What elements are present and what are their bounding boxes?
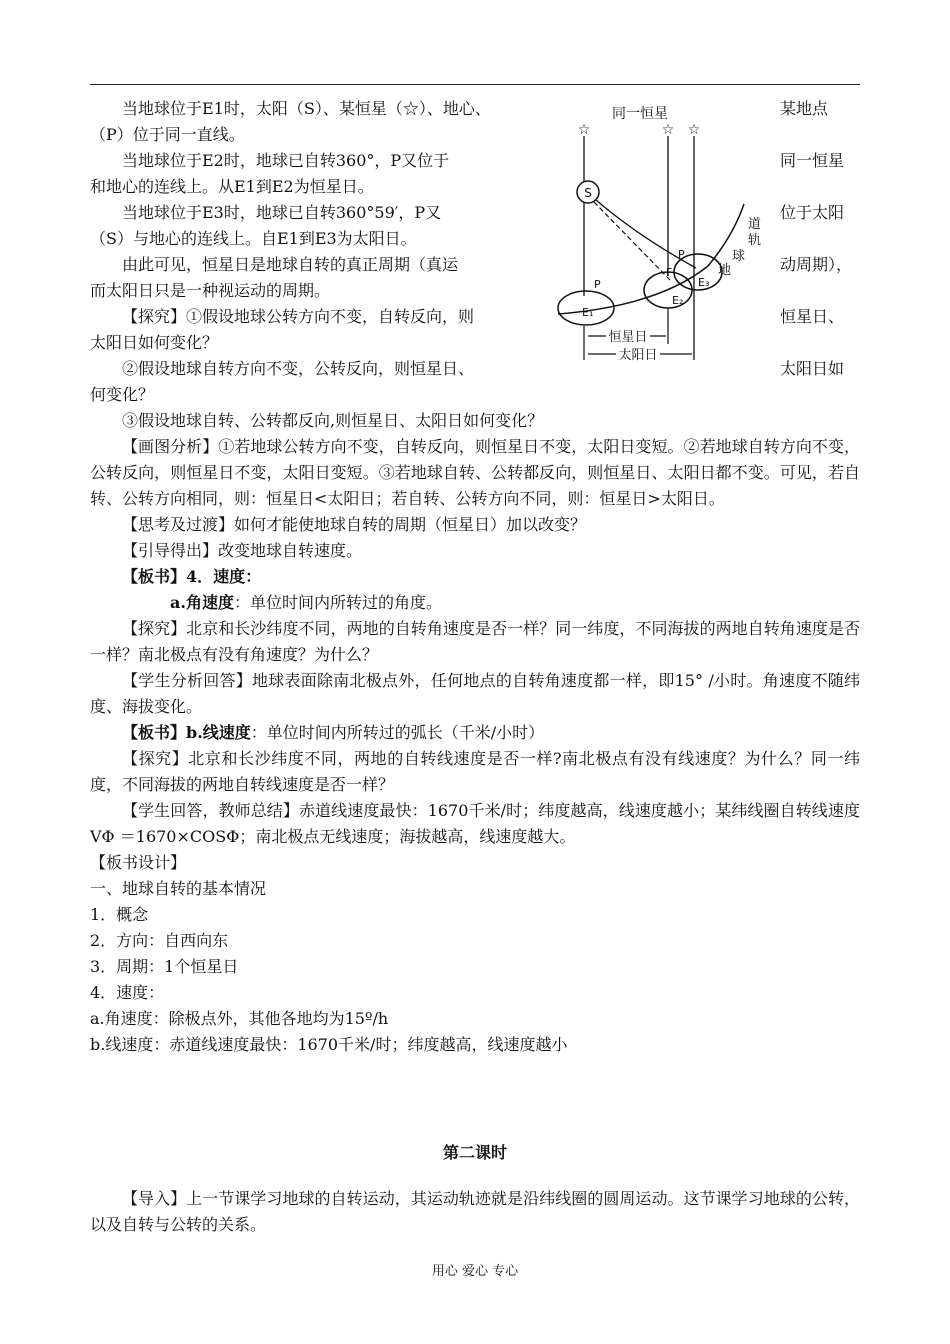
angular-speed-label: a.角速度	[170, 593, 234, 612]
p-label: P	[594, 278, 601, 291]
answer-angular: 【学生分析回答】地球表面除南北极点外，任何地点的自转角速度都一样，即15° /小时。角速度不随纬度、海拔变化。	[90, 671, 860, 716]
text-left: 何变化？	[90, 385, 155, 404]
linear-speed-text: ：单位时间内所转过的弧长（千米/小时）	[250, 723, 545, 742]
question-3: ③假设地球自转、公转都反向,则恒星日、太阳日如何变化？	[122, 411, 544, 430]
sidereal-solar-day-diagram	[548, 96, 788, 366]
text-left: 【探究】①假设地球公转方向不变，自转反向，则	[122, 307, 475, 326]
solar-day-label: 太阳日	[618, 348, 658, 363]
e1-label: E₁	[582, 306, 594, 319]
explore-linear: 【探究】北京和长沙纬度不同，两地的自转线速度是否一样?南北极点有没有线速度？为什么？同一纬度，不同海拔的两地自转线速度是否一样？	[90, 749, 860, 794]
text-left: （S）与地心的连线上。自E1到E3为太阳日。	[90, 229, 417, 248]
text-left: 当地球位于E2时，地球已自转360°，P又位于	[122, 151, 450, 170]
design-item: a.角速度：除极点外，其他各地均为15º/h	[90, 1009, 389, 1028]
star-icon: ☆	[577, 122, 591, 138]
design-item: 1．概念	[90, 905, 149, 924]
text-left: 太阳日如何变化？	[90, 333, 219, 352]
text-right: 太阳日如	[780, 359, 845, 378]
e3-label: E₃	[698, 276, 710, 289]
linear-speed-label: 【板书】b.线速度	[122, 723, 251, 742]
design-item: 3．周期：1个恒星日	[90, 957, 239, 976]
text-line	[90, 382, 860, 408]
text-left: （P）位于同一直线。	[90, 125, 245, 144]
header-rule	[90, 84, 860, 85]
text-left: 当地球位于E1时，太阳（S）、某恒星（☆）、地心、	[122, 99, 491, 118]
e2-label: E₂	[672, 294, 684, 307]
board-speed-heading: 【板书】4．速度：	[122, 567, 262, 586]
think-transition: 【思考及过渡】如何才能使地球自转的周期（恒星日）加以改变？	[122, 515, 587, 534]
design-item: 一、地球自转的基本情况	[90, 879, 267, 898]
orbit-label-1: 道	[748, 217, 762, 232]
angular-speed-text: ：单位时间内所转过的角度。	[233, 593, 442, 612]
orbit-label-2: 轨	[748, 233, 762, 248]
same-star-label: 同一恒星	[612, 106, 668, 122]
angular-speed-def	[90, 590, 860, 616]
text-right: 动周期），	[780, 255, 853, 274]
text-right: 某地点	[780, 99, 829, 118]
p-label: P	[678, 248, 685, 261]
design-item: b.线速度：赤道线速度最快：1670千米/时；纬度越高，线速度越小	[90, 1035, 568, 1054]
orbit-label-4: 地	[718, 263, 732, 278]
text-right: 恒星日、	[780, 307, 845, 326]
sidereal-day-label: 恒星日	[608, 330, 648, 345]
orbit-curve	[558, 204, 744, 314]
lesson2-intro: 【导入】上一节课学习地球的自转运动，其运动轨迹就是沿纬线圈的圆周运动。这节课学习地球的公转，以及自转与公转的关系。	[90, 1189, 860, 1234]
explore-angular: 【探究】北京和长沙纬度不同，两地的自转角速度是否一样？同一纬度，不同海拔的两地自转角速度是否一样？南北极点有没有角速度？为什么？	[90, 619, 860, 664]
text-right: 同一恒星	[780, 151, 845, 170]
text-left: 而太阳日只是一种视运动的周期。	[90, 281, 331, 300]
text-right: 位于太阳	[780, 203, 845, 222]
answer-linear: 【学生回答，教师总结】赤道线速度最快：1670千米/时；纬度越高，线速度越小；某纬线圈自转线速度VΦ ＝1670×COSΦ；南北极点无线速度；海拔越高，线速度越大。	[90, 801, 860, 846]
text-left: 当地球位于E3时，地球已自转360°59′，P又	[122, 203, 442, 222]
board-design-heading: 【板书设计】	[90, 853, 187, 872]
guide-conclusion: 【引导得出】改变地球自转速度。	[122, 541, 363, 560]
sun-line-e2	[594, 202, 673, 280]
text-left: ②假设地球自转方向不变，公转反向，则恒星日、	[122, 359, 475, 378]
sun-label: S	[584, 186, 592, 200]
page-footer: 用心 爱心 专心	[431, 1264, 519, 1279]
star-icon: ☆	[661, 122, 675, 138]
f-label: F	[666, 266, 673, 279]
lesson2-title: 第二课时	[442, 1143, 507, 1162]
linear-speed-def	[90, 720, 860, 746]
orbit-label-3: 球	[732, 249, 746, 264]
text-left: 和地心的连线上。从E1到E2为恒星日。	[90, 177, 374, 196]
design-item: 4．速度：	[90, 983, 165, 1002]
design-item: 2．方向：自西向东	[90, 931, 229, 950]
text-left: 由此可见，恒星日是地球自转的真正周期（真运	[122, 255, 459, 274]
star-icon: ☆	[687, 122, 701, 138]
draw-analysis: 【画图分析】①若地球公转方向不变，自转反向，则恒星日不变，太阳日变短。②若地球自转方向不变，公转反向，则恒星日不变，太阳日变短。③若地球自转、公转都反向，则恒星日、太阳日都不变。可见，若自转、公转方向相同，则：恒星日<太阳日；若自转、公转方向不同，则：恒星日>太阳日。	[90, 437, 860, 508]
